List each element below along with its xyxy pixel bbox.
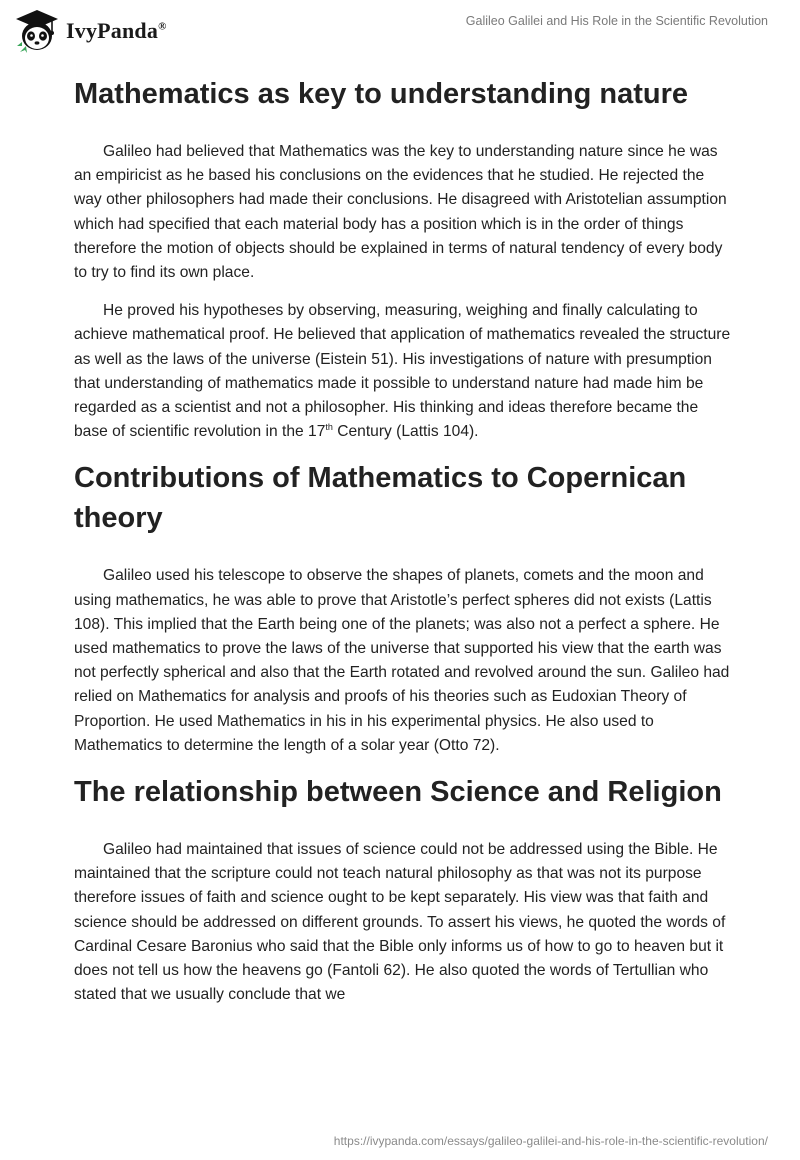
document-title: Galileo Galilei and His Role in the Scientific Revolution <box>465 14 768 28</box>
brand-name: IvyPanda® <box>66 18 167 43</box>
section-copernican-theory <box>74 458 734 758</box>
paragraph: Galileo used his telescope to observe the shapes of planets, comets and the moon and using mathematics, he was able to prove that Aristotle’s perfect spheres did not exists (Lattis 108). This implied that the Earth being one of the planets; was also not a perfect a sphere. He used mathematics to prove the laws of the universe that supported his view that the earth was not perfectly spherical and also that the Earth rotated and revolved around the sun. Galileo had relied on Mathematics for analysis and proofs of his theories such as Eudoxian Theory of Proportion. He used Mathematics in his in his experimental physics. He also used to Mathematics to determine the length of a solar year (Otto 72). <box>74 567 730 754</box>
panda-mascot-icon <box>14 8 60 54</box>
registered-mark: ® <box>158 20 167 33</box>
section-science-religion <box>74 772 734 1007</box>
page-header <box>0 0 800 62</box>
superscript: th <box>325 422 333 433</box>
source-url-link[interactable]: https://ivypanda.com/essays/galileo-galilei-and-his-role-in-the-scientific-revolution/ <box>333 1134 768 1148</box>
section-mathematics-nature <box>74 74 734 444</box>
paragraph: He proved his hypotheses by observing, measuring, weighing and finally calculating to achieve mathematical proof. He believed that application of mathematics revealed the structure as well as the laws of the universe (Eistein 51). His investigations of nature with presumption that understanding of mathematics made it possible to understand nature had made him be regarded as a scientist and not a philosopher. His thinking and ideas therefore became the base of scientific revolution in the 17th Century (Lattis 104). <box>74 302 731 441</box>
section-heading: Mathematics as key to understanding nature <box>74 78 688 110</box>
section-heading: Contributions of Mathematics to Copernican theory <box>74 462 687 535</box>
section-heading: The relationship between Science and Religion <box>74 776 722 809</box>
paragraph: Galileo had believed that Mathematics was the key to understanding nature since he was an empiricist as he based his conclusions on the evidences that he studied. He rejected the way other philosophers had made their conclusions. He disagreed with Aristotelian assumption which had specified that each material body has a position which is in the order of things therefore the motion of objects should be explained in terms of natural tendency of every body to try to find its own place. <box>74 143 727 282</box>
ivypanda-logo[interactable] <box>14 8 167 54</box>
essay-body <box>74 66 734 1007</box>
paragraph: Galileo had maintained that issues of science could not be addressed using the Bible. He maintained that the scripture could not teach natural philosophy as that was not its purpose therefore issues of faith and science ought to be kept separately. His view was that faith and science should be addressed on different grounds. To assert his views, he quoted the words of Cardinal Cesare Baronius who said that the Bible only informs us of how to go to heaven but it does not tell us how the heavens go (Fantoli 62). He also quoted the words of Tertullian who stated that we usually conclude that we <box>74 841 726 1004</box>
